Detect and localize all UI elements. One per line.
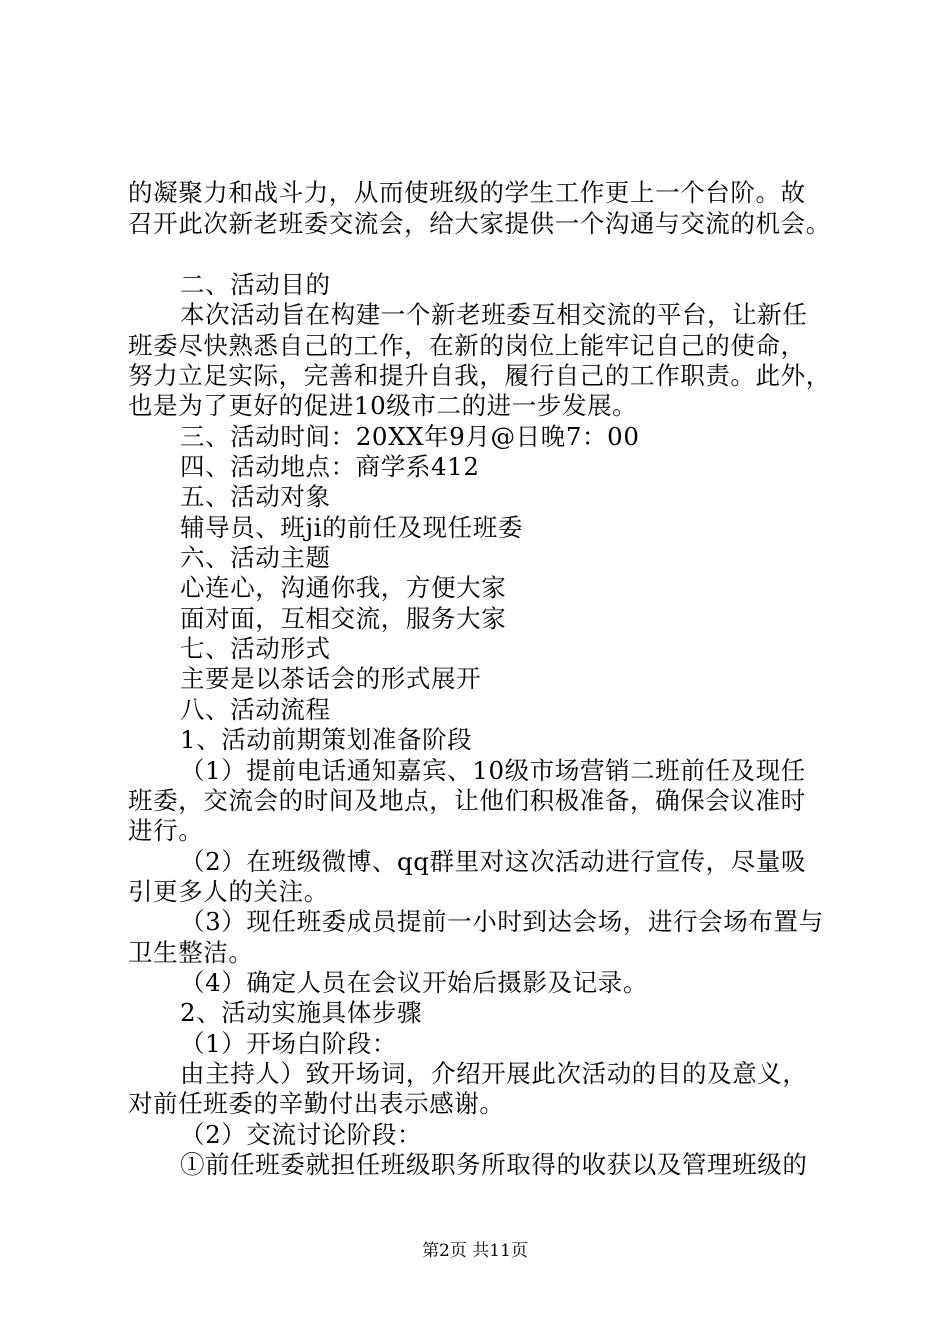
text-line: 召开此次新老班委交流会，给大家提供一个沟通与交流的机会。	[128, 209, 831, 238]
section-heading: 二、活动目的	[180, 270, 331, 299]
text-line: 面对面，互相交流，服务大家	[180, 604, 507, 633]
text-line: 班委尽快熟悉自己的工作，在新的岗位上能牢记自己的使命，	[128, 331, 806, 360]
text-line: 的凝聚力和战斗力，从而使班级的学生工作更上一个台阶。故	[128, 178, 806, 207]
section-heading: 五、活动对象	[180, 482, 331, 511]
text-line: 进行。	[128, 816, 204, 845]
text-line: （2）交流讨论阶段：	[180, 1120, 423, 1149]
section-heading: 八、活动流程	[180, 695, 331, 724]
text-line: 对前任班委的辛勤付出表示感谢。	[128, 1089, 505, 1118]
subsection-heading: 2、活动实施具体步骤	[180, 998, 423, 1027]
text-line: 引更多人的关注。	[128, 877, 329, 906]
section-heading: 六、活动主题	[180, 543, 331, 572]
text-line: 也是为了更好的促进10级市二的进一步发展。	[128, 391, 638, 420]
text-line: 辅导员、班ji的前任及现任班委	[180, 513, 523, 542]
page-footer: 第2页 共11页	[422, 1241, 528, 1261]
section-heading: 七、活动形式	[180, 634, 331, 663]
text-line: 卫生整洁。	[128, 938, 254, 967]
text-line: （2）在班级微博、qq群里对这次活动进行宣传，尽量吸	[180, 847, 807, 876]
text-line: 主要是以茶话会的形式展开	[180, 664, 482, 693]
text-line: （1）提前电话通知嘉宾、10级市场营销二班前任及现任	[180, 756, 806, 785]
text-line: （4）确定人员在会议开始后摄影及记录。	[180, 968, 648, 997]
text-line: ①前任班委就担任班级职务所取得的收获以及管理班级的	[180, 1150, 808, 1179]
text-line: 本次活动旨在构建一个新老班委互相交流的平台，让新任	[180, 300, 808, 329]
section-heading: 三、活动时间：20XX年9月@日晚7：00	[180, 422, 640, 451]
text-line: 由主持人）致开场词，介绍开展此次活动的目的及意义，	[180, 1059, 808, 1088]
text-line: 班委，交流会的时间及地点，让他们积极准备，确保会议准时	[128, 786, 806, 815]
text-line: （1）开场白阶段：	[180, 1029, 397, 1058]
text-line: （3）现任班委成员提前一小时到达会场，进行会场布置与	[180, 907, 824, 936]
section-heading: 四、活动地点：商学系412	[180, 452, 480, 481]
subsection-heading: 1、活动前期策划准备阶段	[180, 725, 473, 754]
text-line: 努力立足实际，完善和提升自我，履行自己的工作职责。此外，	[128, 361, 831, 390]
text-line: 心连心，沟通你我，方便大家	[180, 573, 507, 602]
